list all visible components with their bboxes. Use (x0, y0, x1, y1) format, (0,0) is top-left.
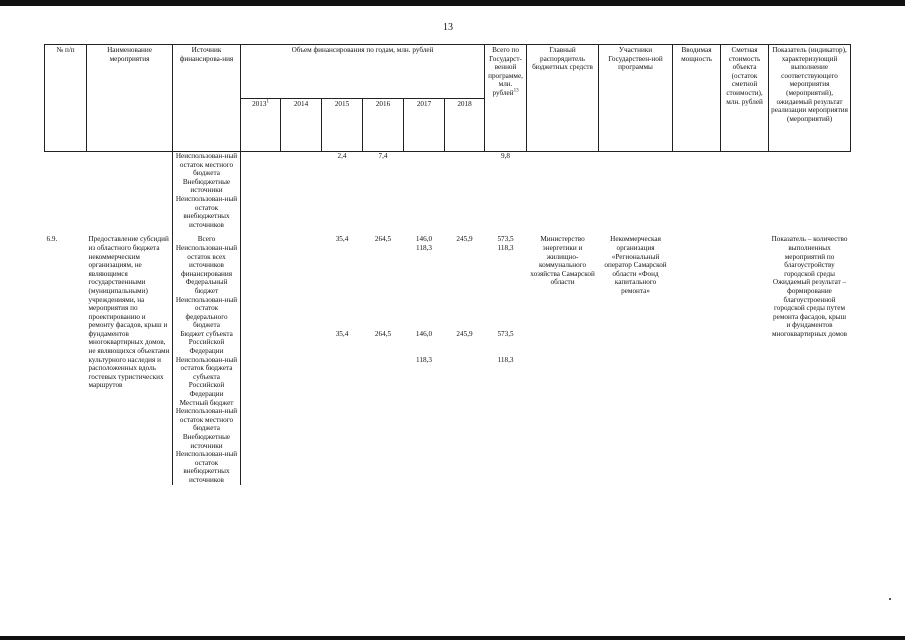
value-2015 (322, 450, 363, 484)
value-2017 (404, 433, 445, 450)
value-2016: 7,4 (378, 152, 388, 160)
value-2016 (363, 450, 404, 484)
value-2013 (241, 450, 281, 484)
source-cell: Неиспользован-ный остаток внебюджетных источников (173, 195, 241, 229)
value-2014 (281, 330, 322, 356)
source-cell: Всего (173, 235, 241, 244)
value-total: 118,3 (497, 243, 514, 252)
value-2014 (281, 356, 322, 399)
header-year-2016: 2016 (363, 98, 404, 152)
value-2016 (363, 244, 404, 278)
scan-speck (889, 598, 891, 600)
header-funding-group: Объем финансирования по годам, млн. рублей (241, 45, 485, 99)
header-source: Источник финансирова-ния (173, 45, 241, 152)
value-2013 (241, 399, 281, 408)
header-year-2013: 2013$^1$ (241, 98, 281, 152)
header-total: Всего по Государст-венной программе, млн. рублей$^{13}$ (485, 45, 527, 152)
value-2016 (363, 407, 404, 433)
table-row (45, 152, 851, 178)
value-2017: 118,3 (416, 243, 432, 252)
table-row (45, 178, 851, 195)
value-2018 (445, 407, 485, 433)
source-cell: Неиспользован-ный остаток внебюджетных источников (173, 450, 241, 484)
value-2015: 35,4 (335, 235, 349, 244)
value-2017: 146,0 (415, 329, 433, 338)
value-2013 (241, 235, 281, 244)
value-2014 (281, 244, 322, 278)
value-2013 (241, 296, 281, 330)
value-total (485, 433, 527, 450)
header-capacity: Вводимая мощность (673, 45, 721, 152)
value-total: 118,3 (497, 355, 514, 364)
header-name: Наименование мероприятия (87, 45, 173, 152)
bottom-border-bar (0, 636, 905, 640)
source-cell: Неиспользован-ный остаток бюджета субъекта Российской Федерации (173, 356, 241, 399)
value-total: 9,8 (501, 152, 511, 160)
value-2013 (241, 244, 281, 278)
header-year-2014: 2014 (281, 98, 322, 152)
value-2015 (322, 433, 363, 450)
value-2018: 245,9 (456, 329, 473, 338)
top-border-bar (0, 0, 905, 6)
value-2018 (445, 296, 485, 330)
value-2013 (241, 433, 281, 450)
value-2015 (322, 244, 363, 278)
value-2013 (241, 407, 281, 433)
value-2015 (322, 356, 363, 399)
value-2014 (281, 450, 322, 484)
value-total (485, 278, 527, 295)
value-2016 (363, 356, 404, 399)
table-row (45, 235, 851, 244)
source-cell: Неиспользован-ный остаток всех источников финансирования (173, 244, 241, 278)
value-2013 (241, 330, 281, 356)
value-2015: 2,4 (337, 152, 347, 160)
value-2017 (404, 450, 445, 484)
source-cell: Внебюджетные источники (173, 433, 241, 450)
value-2015 (322, 278, 363, 295)
value-2013 (241, 278, 281, 295)
table-row (45, 195, 851, 229)
value-2017: 118,3 (416, 355, 432, 364)
item-name: Предоставление субсидий из областного бюджета некоммерческим организациям, не являющимся государственными (муниципальными) учреждениями, на мероприятия по проектированию и ремонту фасадов, крыш и фундаментов многоквартирных домов, не являющихся объектами культурного наследия и расположенных вдоль гостевых туристических маршрутов (88, 235, 170, 390)
value-2014 (281, 407, 322, 433)
value-2017 (404, 278, 445, 295)
value-2018 (445, 278, 485, 295)
value-2014 (281, 433, 322, 450)
header-year-2017: 2017 (404, 98, 445, 152)
value-2015 (322, 296, 363, 330)
value-2015 (322, 407, 363, 433)
value-2018: 245,9 (456, 235, 473, 244)
header-participants: Участники Государствен-ной программы (599, 45, 673, 152)
header-estimate: Сметная стоимость объекта (остаток сметной стоимости), млн. рублей (721, 45, 769, 152)
value-2017 (404, 296, 445, 330)
value-2016 (363, 433, 404, 450)
value-total: 573,5 (497, 329, 514, 338)
source-cell: Неиспользован-ный остаток местного бюджета (173, 407, 241, 433)
value-2018 (445, 399, 485, 408)
value-2016 (363, 399, 404, 408)
value-2018 (445, 450, 485, 484)
value-total (485, 296, 527, 330)
item-capacity (673, 235, 721, 484)
value-2014 (281, 235, 322, 244)
value-2017 (404, 399, 445, 408)
value-2017: 146,0 (415, 235, 433, 244)
financing-table (44, 44, 851, 485)
source-cell: Бюджет субъекта Российской Федерации (173, 330, 241, 356)
value-2016: 264,5 (374, 235, 392, 244)
item-number: 6.9. (46, 235, 58, 244)
value-total: 573,5 (497, 235, 514, 244)
value-2016 (363, 296, 404, 330)
source-cell: Неиспользован-ный остаток местного бюджета (173, 152, 241, 178)
value-2018 (445, 433, 485, 450)
header-num: № п/п (45, 45, 87, 152)
value-2014 (281, 399, 322, 408)
item-distributor: Министерство энергетики и жилищно-коммунального хозяйства Самарской области (530, 235, 595, 287)
page-number: 13 (443, 22, 453, 33)
header-distributor: Главный распорядитель бюджетных средств (527, 45, 599, 152)
value-2016: 264,5 (374, 329, 392, 338)
value-total (485, 450, 527, 484)
header-year-2018: 2018 (445, 98, 485, 152)
source-cell: Внебюджетные источники (173, 178, 241, 195)
value-2016 (363, 278, 404, 295)
value-2014 (281, 278, 322, 295)
source-cell: Местный бюджет (173, 399, 241, 408)
header-indicator: Показатель (индикатор), характеризующий выполнение соответствующего мероприятия (мероприятий), ожидаемый результат реализации мероприятия (мероприятий) (769, 45, 851, 152)
table-header (45, 45, 851, 152)
value-2015 (322, 399, 363, 408)
value-2015: 35,4 (335, 329, 349, 338)
value-2014 (281, 296, 322, 330)
header-year-2015: 2015 (322, 98, 363, 152)
value-2018 (445, 244, 485, 278)
value-2017 (404, 407, 445, 433)
item-indicator: Показатель – количество выполненных мероприятий по благоустройству городской среды Ожидаемый результат – формирование благоустроенной городской среды путем ремонта фасадов, крыш и фундаментов многоквартирных домов (771, 235, 848, 338)
item-participants: Некоммерческая организация «Региональный оператор Самарской области «Фонд капитального ремонта» (604, 235, 667, 295)
item-estimate (721, 235, 769, 484)
value-2013 (241, 356, 281, 399)
source-cell: Федеральный бюджет (173, 278, 241, 295)
source-cell: Неиспользован-ный остаток федерального бюджета (173, 296, 241, 330)
value-total (485, 399, 527, 408)
value-total (485, 407, 527, 433)
value-2018 (445, 356, 485, 399)
